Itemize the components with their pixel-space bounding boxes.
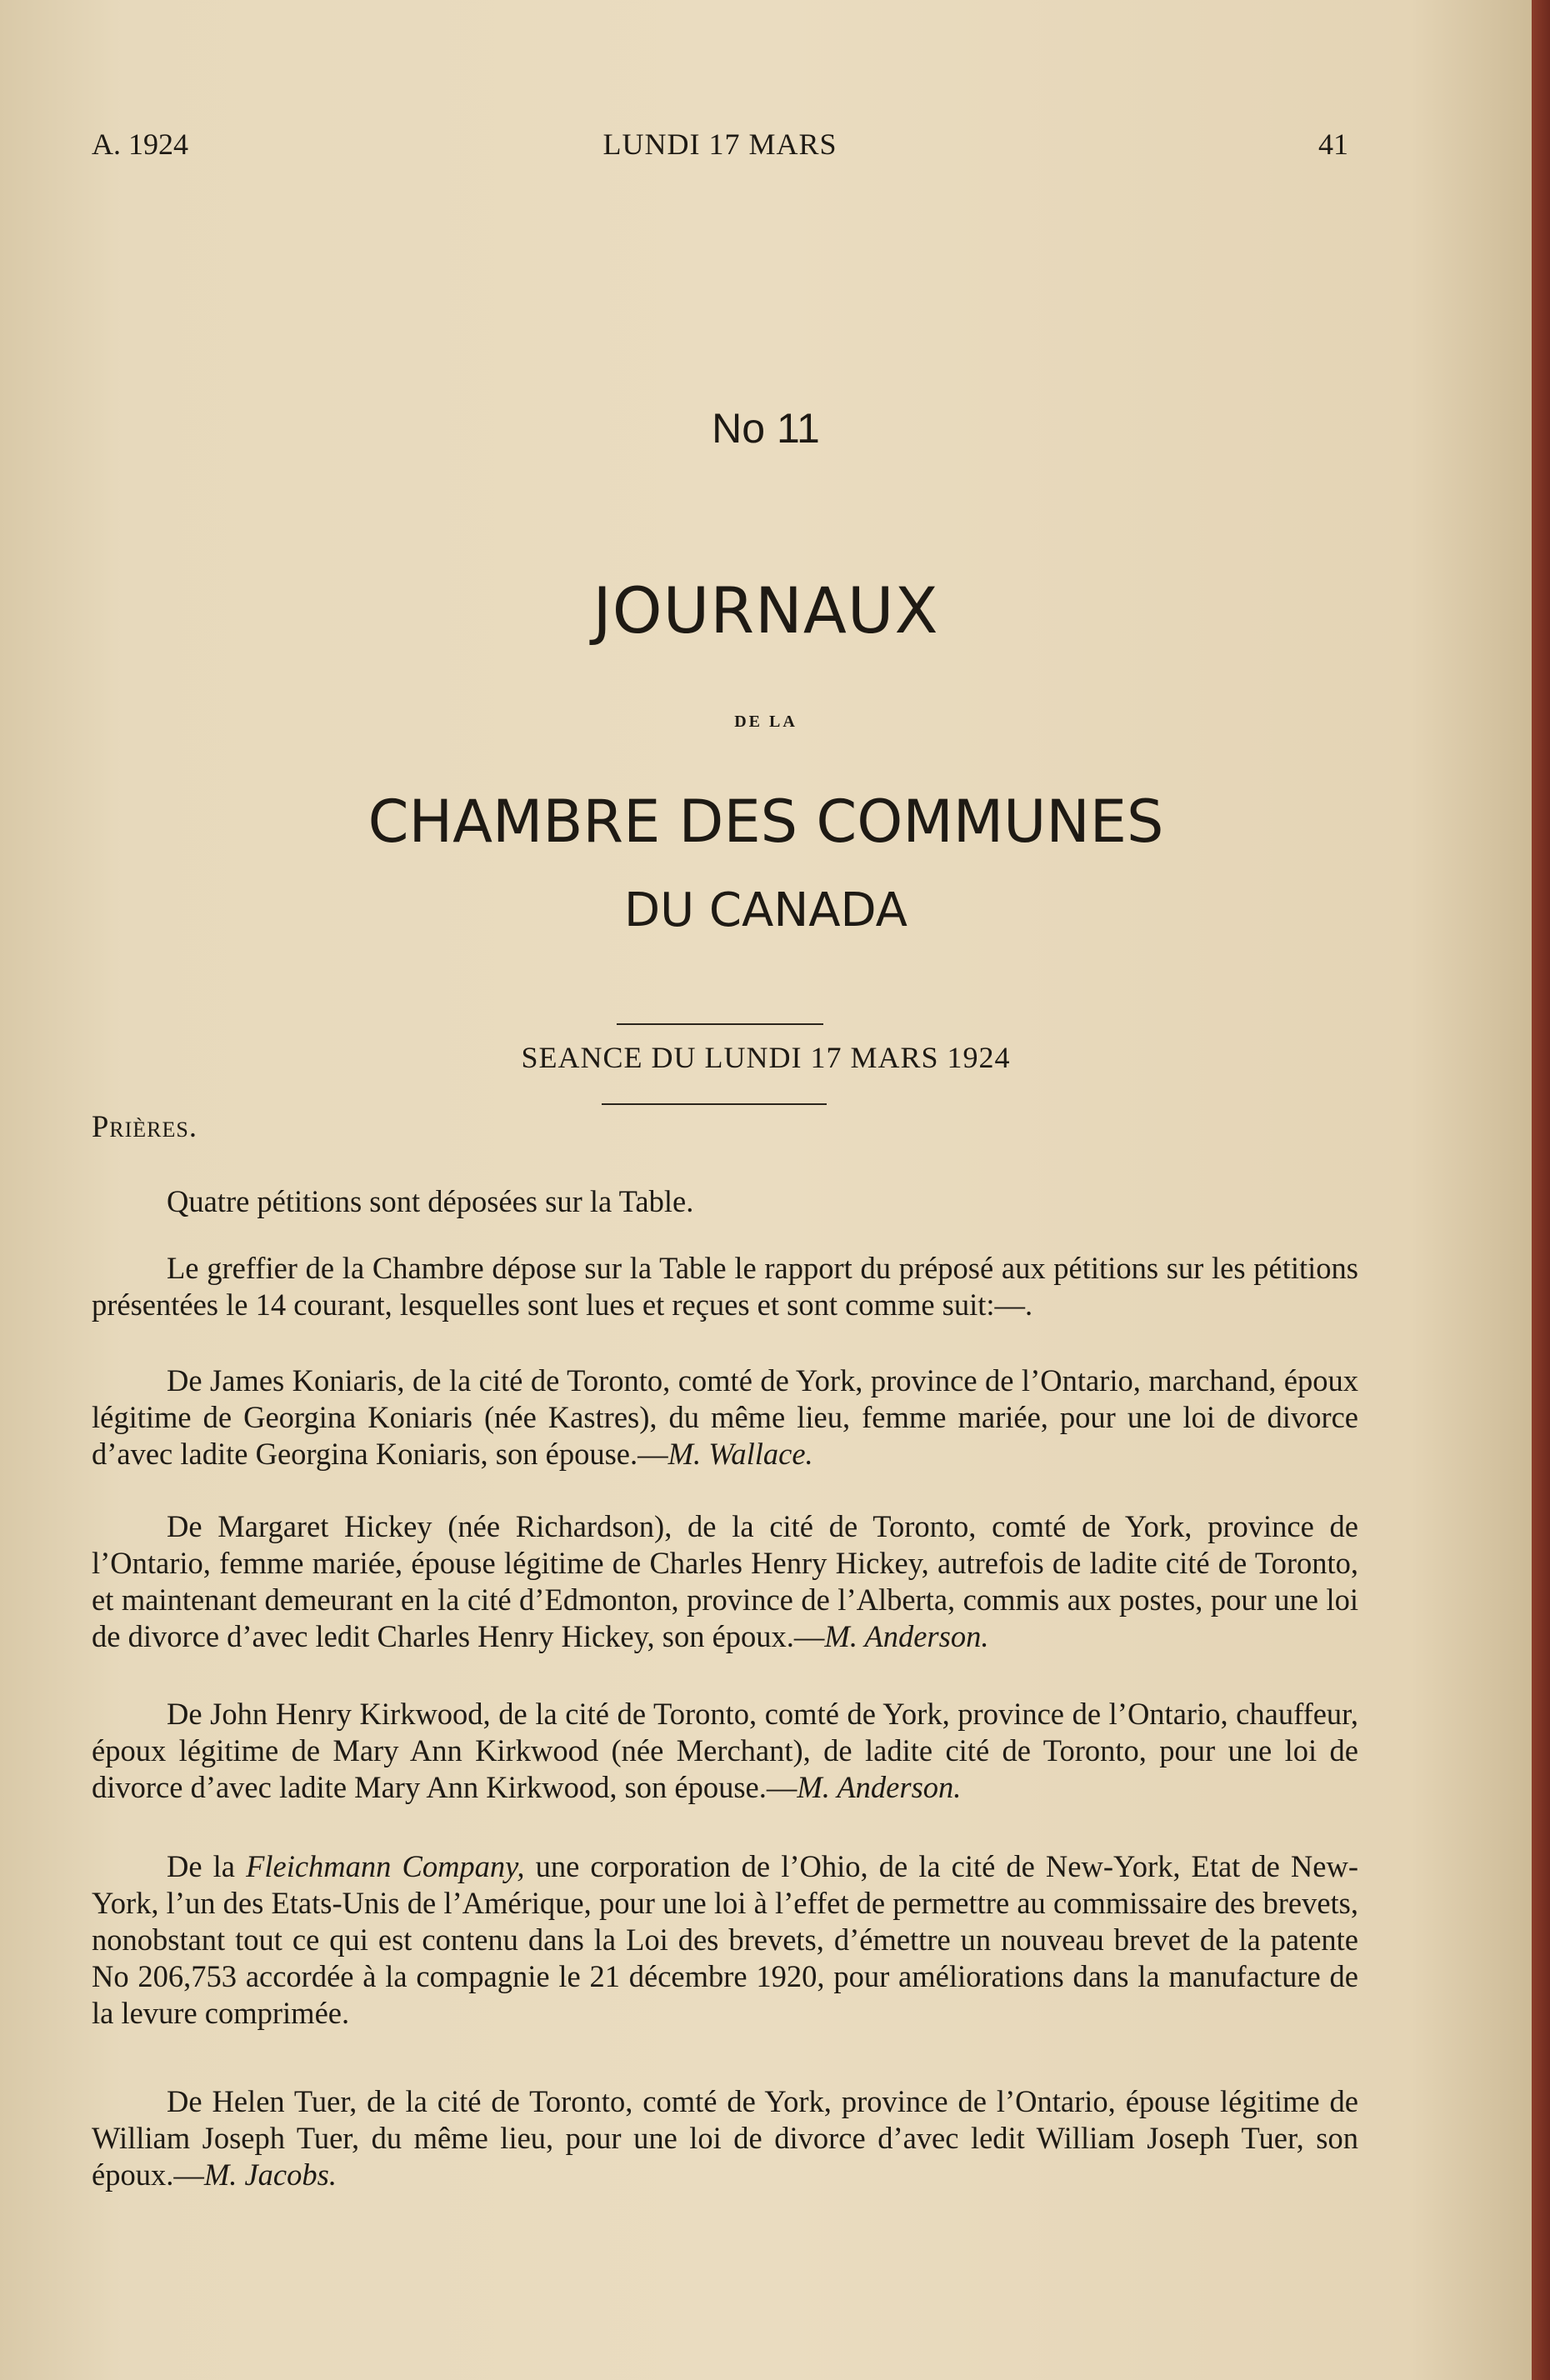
paragraph-text: De John Henry Kirkwood, de la cité de Toronto, comté de York, province de l’Ontario, chauffeur, époux légitime de Mary Ann Kirkwood (née Merchant), de ladite cité de Toronto, pour une loi de divorce d’avec ladite Mary Ann Kirkwood, son épouse.— xyxy=(92,1697,1358,1804)
paragraph-hickey xyxy=(92,1508,1358,1655)
paragraph-text: une corporation de l’Ohio, de la cité de New-York, Etat de New-York, l’un des Etats-Unis de l’Amérique, pour une loi à l’effet de permettre au commissaire des brevets, nonobstant tout ce qui est contenu dans la Loi des brevets, d’émettre un nouveau brevet de la patente No 206,753 accordée à la compagnie le 21 décembre 1920, pour améliorations dans la manufacture de la levure comprimée. xyxy=(92,1849,1358,2030)
paragraph-text: De Margaret Hickey (née Richardson), de la cité de Toronto, comté de York, province de l’Ontario, femme mariée, épouse légitime de Charles Henry Hickey, autrefois de ladite cité de Toronto, et maintenant demeurant en la cité d’Edmonton, province de l’Alberta, commis aux postes, pour une loi de divorce d’avec ledit Charles Henry Hickey, son époux.— xyxy=(92,1509,1358,1653)
country-title: DU CANADA xyxy=(624,883,908,938)
divider-top xyxy=(617,1023,823,1025)
subtitle-de-la: DE LA xyxy=(734,712,798,731)
page-number: 41 xyxy=(1318,128,1348,161)
session-heading: SEANCE DU LUNDI 17 MARS 1924 xyxy=(521,1041,1011,1074)
company-name: Fleichmann Company, xyxy=(246,1849,525,1883)
page-title: JOURNAUX xyxy=(592,573,939,648)
prayers-heading: Prières. xyxy=(92,1109,198,1143)
member-name: M. Jacobs. xyxy=(203,2158,337,2192)
member-name: M. Wallace. xyxy=(668,1437,813,1471)
petitions-deposited: Quatre pétitions sont déposées sur la Table. xyxy=(167,1184,694,1218)
paragraph-lead: De la xyxy=(167,1849,247,1883)
chamber-title: CHAMBRE DES COMMUNES xyxy=(368,788,1164,856)
paragraph-tuer xyxy=(92,2083,1358,2193)
paragraph-kirkwood xyxy=(92,1696,1358,1806)
member-name: M. Anderson. xyxy=(824,1619,989,1653)
paragraph-text: De James Koniaris, de la cité de Toronto, comté de York, province de l’Ontario, marchand, époux légitime de Georgina Koniaris (née Kastres), du même lieu, femme mariée, pour une loi de divorce d’avec ladite Georgina Koniaris, son épouse.— xyxy=(92,1363,1358,1471)
divider-bottom xyxy=(602,1103,827,1105)
header-date: LUNDI 17 MARS xyxy=(602,128,838,161)
paragraph-greffier: Le greffier de la Chambre dépose sur la Table le rapport du préposé aux pétitions sur les pétitions présentées le 14 courant, lesquelles sont lues et reçues et sont comme suit:—. xyxy=(92,1251,1358,1322)
header-year: A. 1924 xyxy=(92,128,188,161)
paragraph-fleichmann xyxy=(92,1848,1358,2032)
paragraph-text: De Helen Tuer, de la cité de Toronto, comté de York, province de l’Ontario, épouse légitime de William Joseph Tuer, du même lieu, pour une loi de divorce d’avec ledit William Joseph Tuer, son époux.— xyxy=(92,2084,1358,2192)
journal-number: No 11 xyxy=(712,405,820,452)
member-name: M. Anderson. xyxy=(797,1770,962,1804)
book-edge xyxy=(1532,0,1550,2380)
paragraph-koniaris xyxy=(92,1362,1358,1472)
